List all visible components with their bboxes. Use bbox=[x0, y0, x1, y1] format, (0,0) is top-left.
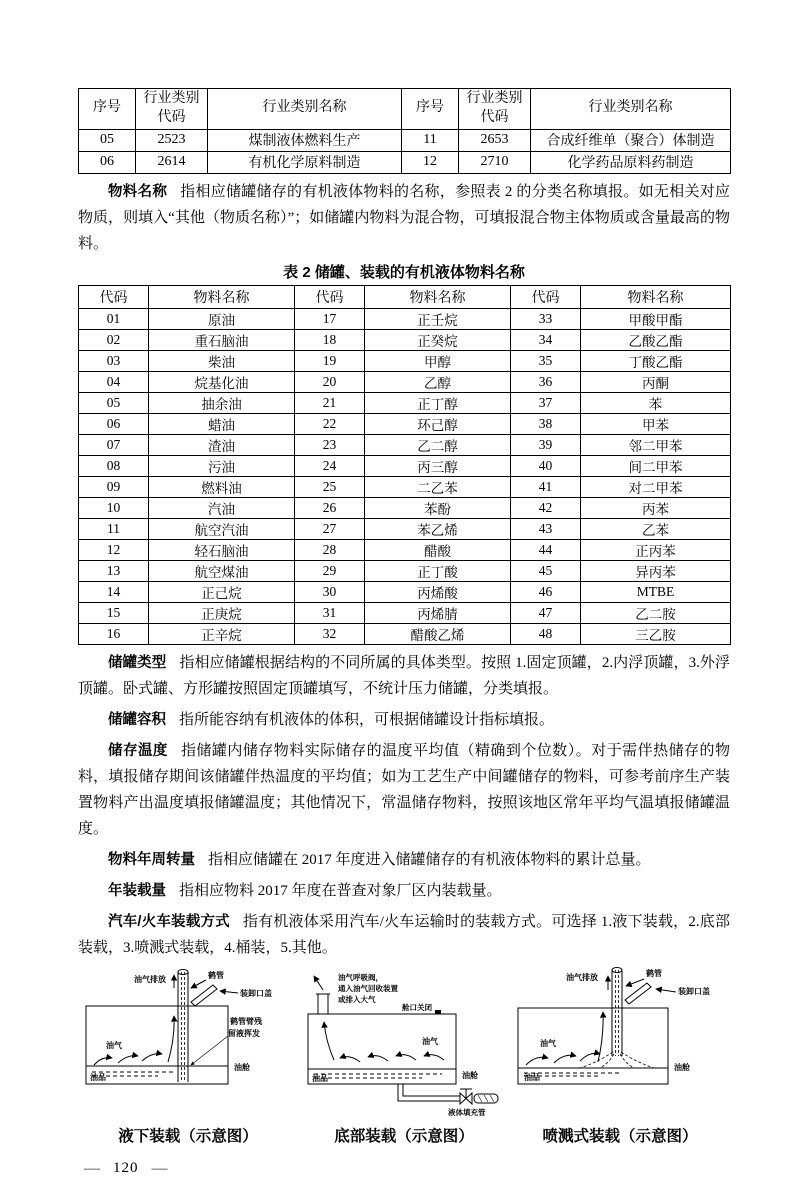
table-cell: 对二甲苯 bbox=[581, 476, 731, 497]
table-cell: 丙烯腈 bbox=[365, 602, 511, 623]
table-header-row bbox=[79, 89, 731, 130]
table-cell: 乙酸乙酯 bbox=[581, 329, 731, 350]
table-cell: 苯 bbox=[581, 392, 731, 413]
material-name-table bbox=[78, 285, 731, 645]
table-cell: 01 bbox=[79, 308, 149, 329]
table-cell: 有机化学原料制造 bbox=[208, 151, 402, 173]
table-cell: 12 bbox=[402, 151, 459, 173]
table-cell: 11 bbox=[402, 129, 459, 151]
table-cell: 12 bbox=[79, 539, 149, 560]
table-cell: 汽油 bbox=[149, 497, 295, 518]
table-cell: 乙苯 bbox=[581, 518, 731, 539]
table-cell: 正癸烷 bbox=[365, 329, 511, 350]
col-header-industry-name: 行业类别名称 bbox=[208, 89, 402, 130]
table-cell: 重石脑油 bbox=[149, 329, 295, 350]
table-row bbox=[79, 329, 731, 350]
term-annual-loading: 年装载量 bbox=[108, 882, 166, 899]
table-cell: 苯乙烯 bbox=[365, 518, 511, 539]
table-cell: 蜡油 bbox=[149, 413, 295, 434]
table-cell: 48 bbox=[511, 623, 581, 644]
paragraph-loading-mode bbox=[78, 909, 730, 961]
table-cell: 10 bbox=[79, 497, 149, 518]
table-cell: 08 bbox=[79, 455, 149, 476]
table-cell: 18 bbox=[295, 329, 365, 350]
hatch-cover-shape bbox=[191, 985, 217, 1006]
table-cell: 抽余油 bbox=[149, 392, 295, 413]
table-cell: 轻石脑油 bbox=[149, 539, 295, 560]
label-hatch-closed: 舱口关闭 bbox=[401, 1002, 432, 1012]
table-cell: 正辛烷 bbox=[149, 623, 295, 644]
table-cell: 06 bbox=[79, 413, 149, 434]
table-cell: 07 bbox=[79, 434, 149, 455]
diagram-splash-loading bbox=[510, 966, 730, 1146]
table-cell: 丙苯 bbox=[581, 497, 731, 518]
table-cell: 02 bbox=[79, 329, 149, 350]
table-cell: 三乙胺 bbox=[581, 623, 731, 644]
table-cell: 丙烯酸 bbox=[365, 581, 511, 602]
paragraph-tank-volume bbox=[78, 707, 730, 733]
table-cell: 06 bbox=[79, 151, 136, 173]
table-row bbox=[79, 497, 731, 518]
label-oil-tank: 油舱 bbox=[461, 1070, 478, 1080]
term-tank-volume: 储罐容积 bbox=[108, 711, 166, 728]
table-cell: 柴油 bbox=[149, 350, 295, 371]
table-cell: 43 bbox=[511, 518, 581, 539]
footer-dash-left: — bbox=[84, 1159, 100, 1177]
table-cell: 2614 bbox=[136, 151, 208, 173]
term-material-name: 物料名称 bbox=[108, 183, 168, 200]
splash-loading-schematic bbox=[510, 966, 730, 1116]
table-row bbox=[79, 602, 731, 623]
table-cell: 44 bbox=[511, 539, 581, 560]
paragraph-text: 指相应物料 2017 年度在普查对象厂区内装载量。 bbox=[179, 882, 502, 899]
table-cell: 34 bbox=[511, 329, 581, 350]
table-cell: 渣油 bbox=[149, 434, 295, 455]
table-cell: 22 bbox=[295, 413, 365, 434]
table-cell: 合成纤维单（聚合）体制造 bbox=[531, 129, 731, 151]
diagram-bottom-loading bbox=[302, 966, 507, 1146]
term-loading-mode: 汽车/火车装载方式 bbox=[108, 913, 230, 930]
table-cell: 20 bbox=[295, 371, 365, 392]
col-header-seq: 序号 bbox=[402, 89, 459, 130]
table-cell: 19 bbox=[295, 350, 365, 371]
label-vent-2: 通入油气回收装置 bbox=[337, 983, 398, 993]
term-tank-type: 储罐类型 bbox=[108, 654, 167, 671]
table-cell: 27 bbox=[295, 518, 365, 539]
table-header-row bbox=[79, 285, 731, 308]
label-arm-residual-2: 留液挥发 bbox=[228, 1028, 260, 1038]
table-row bbox=[79, 350, 731, 371]
industry-table-body bbox=[79, 129, 731, 173]
table-cell: 燃料油 bbox=[149, 476, 295, 497]
label-oil-product: 油品 bbox=[90, 1072, 106, 1082]
table-cell: 邻二甲苯 bbox=[581, 434, 731, 455]
label-oil-product: 油品 bbox=[524, 1072, 540, 1082]
bottom-loading-schematic bbox=[302, 966, 507, 1116]
table-row bbox=[79, 371, 731, 392]
paragraph-annual-turnover bbox=[78, 847, 730, 873]
table-cell: 36 bbox=[511, 371, 581, 392]
table-cell: 15 bbox=[79, 602, 149, 623]
label-oil-vapor: 油气 bbox=[106, 1040, 122, 1050]
table-cell: 航空煤油 bbox=[149, 560, 295, 581]
label-arm-residual-1: 鹤管臂残 bbox=[230, 1016, 262, 1026]
table2-title: 表 2 储罐、装载的有机液体物料名称 bbox=[283, 263, 525, 281]
page-number: 120 bbox=[113, 1160, 139, 1177]
table-row bbox=[79, 623, 731, 644]
table-cell: 正丁酸 bbox=[365, 560, 511, 581]
table-cell: 30 bbox=[295, 581, 365, 602]
table-cell: 乙二醇 bbox=[365, 434, 511, 455]
label-oil-tank: 油舱 bbox=[674, 1062, 690, 1072]
term-annual-turnover: 物料年周转量 bbox=[108, 851, 195, 868]
table-cell: 05 bbox=[79, 392, 149, 413]
table-row bbox=[79, 434, 731, 455]
paragraph-text: 指相应储罐储存的有机液体物料的名称，参照表 2 的分类名称填报。如无相关对应物质，则填入“其他（物质名称）”；如储罐内物料为混合物，可填报混合物主体物质或含量最高的物料。 bbox=[78, 183, 730, 252]
paragraph-text: 指相应储罐根据结构的不同所属的具体类型。按照 1.固定顶罐，2.内浮顶罐，3.外浮顶罐。卧式罐、方形罐按照固定顶罐填写，不统计压力储罐，分类填报。 bbox=[78, 654, 730, 697]
table-row bbox=[79, 539, 731, 560]
label-loading-arm: 鹤管 bbox=[646, 968, 662, 978]
table-cell: 航空汽油 bbox=[149, 518, 295, 539]
table-row bbox=[79, 581, 731, 602]
paragraph-storage-temperature bbox=[78, 738, 730, 842]
col-header-industry-name: 行业类别名称 bbox=[531, 89, 731, 130]
table-cell: 29 bbox=[295, 560, 365, 581]
col-header-industry-code: 行业类别代码 bbox=[136, 89, 208, 130]
page-footer bbox=[84, 1160, 730, 1178]
label-oil-tank: 油舱 bbox=[234, 1062, 250, 1072]
table-row bbox=[79, 518, 731, 539]
table-cell: 正己烷 bbox=[149, 581, 295, 602]
col-header-material: 物料名称 bbox=[365, 285, 511, 308]
table-cell: 41 bbox=[511, 476, 581, 497]
table-row bbox=[79, 392, 731, 413]
table-cell: 醋酸 bbox=[365, 539, 511, 560]
label-loading-arm: 鹤管 bbox=[208, 970, 224, 980]
table-cell: 2523 bbox=[136, 129, 208, 151]
table-cell: 13 bbox=[79, 560, 149, 581]
table-cell: 26 bbox=[295, 497, 365, 518]
table-cell: 33 bbox=[511, 308, 581, 329]
table-cell: 原油 bbox=[149, 308, 295, 329]
table-cell: 11 bbox=[79, 518, 149, 539]
table-cell: 正丁醇 bbox=[365, 392, 511, 413]
paragraph-text: 指所能容纳有机液体的体积，可根据储罐设计指标填报。 bbox=[179, 711, 555, 728]
material-table-body bbox=[79, 308, 731, 644]
col-header-material: 物料名称 bbox=[581, 285, 731, 308]
table-cell: 正庚烷 bbox=[149, 602, 295, 623]
table-cell: 25 bbox=[295, 476, 365, 497]
footer-dash-right: — bbox=[151, 1159, 168, 1177]
table-cell: 环己醇 bbox=[365, 413, 511, 434]
table-cell: 二乙苯 bbox=[365, 476, 511, 497]
col-header-code: 代码 bbox=[295, 285, 365, 308]
paragraph-annual-loading bbox=[78, 878, 730, 904]
table-cell: 23 bbox=[295, 434, 365, 455]
table-cell: 间二甲苯 bbox=[581, 455, 731, 476]
table-cell: 化学药品原料药制造 bbox=[531, 151, 731, 173]
table-row bbox=[79, 308, 731, 329]
hatch-cover-shape bbox=[625, 983, 651, 1004]
industry-category-table bbox=[78, 88, 731, 174]
table-row bbox=[79, 413, 731, 434]
table-cell: 24 bbox=[295, 455, 365, 476]
label-vent-3: 或排入大气 bbox=[337, 994, 375, 1004]
table-cell: 乙二胺 bbox=[581, 602, 731, 623]
table-cell: 05 bbox=[79, 129, 136, 151]
table-row bbox=[79, 129, 731, 151]
table-cell: 16 bbox=[79, 623, 149, 644]
table-cell: 丙酮 bbox=[581, 371, 731, 392]
table-cell: 39 bbox=[511, 434, 581, 455]
table-cell: 丁酸乙酯 bbox=[581, 350, 731, 371]
bottom-fill-pipe bbox=[398, 1084, 460, 1101]
label-vapor-release: 油气排放 bbox=[134, 974, 166, 984]
table-cell: 32 bbox=[295, 623, 365, 644]
table-cell: 甲醇 bbox=[365, 350, 511, 371]
table-cell: 09 bbox=[79, 476, 149, 497]
table-cell: 03 bbox=[79, 350, 149, 371]
label-hatch-cover: 装卸口盖 bbox=[240, 988, 272, 998]
table-cell: 异丙苯 bbox=[581, 560, 731, 581]
label-fill-pipe: 液体填充管 bbox=[447, 1107, 485, 1117]
table-cell: 04 bbox=[79, 371, 149, 392]
label-hatch-cover: 装卸口盖 bbox=[678, 986, 710, 996]
table-cell: 21 bbox=[295, 392, 365, 413]
table-row bbox=[79, 151, 731, 173]
col-header-code: 代码 bbox=[511, 285, 581, 308]
paragraph-tank-type bbox=[78, 650, 730, 702]
table-cell: 污油 bbox=[149, 455, 295, 476]
paragraph-text: 指有机液体采用汽车/火车运输时的装载方式。可选择 1.液下装载，2.底部装载，3.喷溅式装载，4.桶装，5.其他。 bbox=[78, 913, 731, 956]
table-cell: 40 bbox=[511, 455, 581, 476]
col-header-seq: 序号 bbox=[79, 89, 136, 130]
col-header-code: 代码 bbox=[79, 285, 149, 308]
table-row bbox=[79, 476, 731, 497]
table-row bbox=[79, 455, 731, 476]
table-cell: 乙醇 bbox=[365, 371, 511, 392]
table-cell: 烷基化油 bbox=[149, 371, 295, 392]
diagram-caption: 喷溅式装载（示意图） bbox=[542, 1127, 698, 1145]
diagram-caption: 底部装载（示意图） bbox=[334, 1127, 474, 1145]
paragraph-text: 指相应储罐在 2017 年度进入储罐储存的有机液体物料的累计总量。 bbox=[208, 851, 651, 868]
submerged-loading-schematic bbox=[78, 966, 298, 1116]
table-cell: 正丙苯 bbox=[581, 539, 731, 560]
label-vent-1: 油气呼吸阀， bbox=[337, 972, 383, 982]
table-cell: 38 bbox=[511, 413, 581, 434]
col-header-material: 物料名称 bbox=[149, 285, 295, 308]
table-cell: 28 bbox=[295, 539, 365, 560]
diagram-submerged-loading bbox=[78, 966, 298, 1146]
term-storage-temperature: 储存温度 bbox=[108, 742, 168, 759]
table-cell: 丙三醇 bbox=[365, 455, 511, 476]
label-vapor-release: 油气排放 bbox=[566, 972, 598, 982]
paragraph-text: 指储罐内储存物料实际储存的温度平均值（精确到个位数）。对于需伴热储存的物料，填报储存期间该储罐伴热温度的平均值；如为工艺生产中间罐储存的物料，可参考前序生产装置物料产出温度填报储罐温度；其他情况下，常温储存物料，按照该地区常年平均气温填报储罐温度。 bbox=[78, 742, 730, 837]
table-cell: 甲酸甲酯 bbox=[581, 308, 731, 329]
table-cell: 46 bbox=[511, 581, 581, 602]
table-row bbox=[79, 560, 731, 581]
table-cell: MTBE bbox=[581, 581, 731, 602]
table-cell: 35 bbox=[511, 350, 581, 371]
label-oil-vapor: 油气 bbox=[421, 1036, 438, 1046]
table-cell: 醋酸乙烯 bbox=[365, 623, 511, 644]
paragraph-material-name bbox=[78, 179, 730, 257]
label-oil-product: 油品 bbox=[311, 1073, 328, 1083]
table-cell: 苯酚 bbox=[365, 497, 511, 518]
table-cell: 14 bbox=[79, 581, 149, 602]
table-cell: 正壬烷 bbox=[365, 308, 511, 329]
diagrams-row bbox=[78, 966, 730, 1146]
table-cell: 煤制液体燃料生产 bbox=[208, 129, 402, 151]
table-cell: 42 bbox=[511, 497, 581, 518]
col-header-industry-code: 行业类别代码 bbox=[459, 89, 531, 130]
table-cell: 37 bbox=[511, 392, 581, 413]
table-cell: 47 bbox=[511, 602, 581, 623]
table-cell: 2710 bbox=[459, 151, 531, 173]
label-oil-vapor: 油气 bbox=[540, 1038, 556, 1048]
table-cell: 45 bbox=[511, 560, 581, 581]
table-cell: 31 bbox=[295, 602, 365, 623]
table-cell: 甲苯 bbox=[581, 413, 731, 434]
table-cell: 2653 bbox=[459, 129, 531, 151]
hatch-closed-mark bbox=[435, 1010, 441, 1014]
diagram-caption: 液下装载（示意图） bbox=[118, 1127, 258, 1145]
table-cell: 17 bbox=[295, 308, 365, 329]
